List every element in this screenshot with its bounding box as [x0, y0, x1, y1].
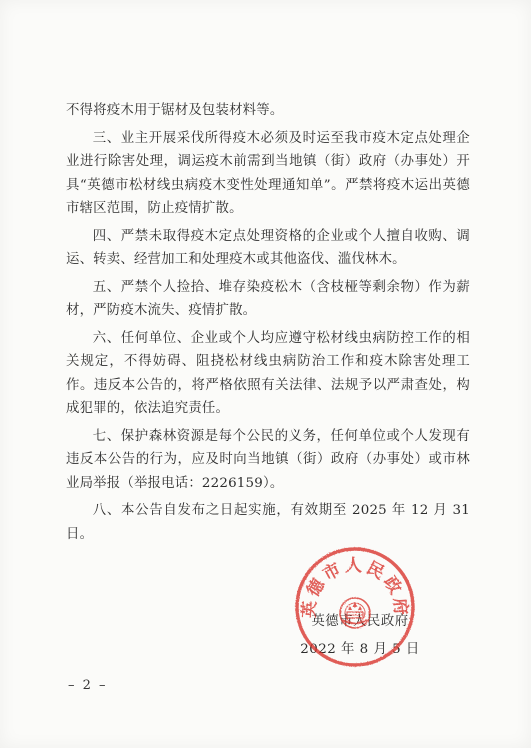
paragraph-item-8: 八、本公告自发布之日起实施，有效期至 2025 年 12 月 31 日。 — [66, 503, 470, 542]
paragraph-item-3: 三、业主开展采伐所得疫木必须及时运至我市疫木定点处理企业进行除害处理，调运疫木前需到当地镇（街）政府（办事处）开具“英德市松材线虫病疫木变性处理通知单”。严禁将疫木运出英德市辖区范围，防止疫情扩散。 — [66, 130, 470, 216]
paragraph-continuation: 不得将疫木用于锯材及包装材料等。 — [66, 103, 284, 118]
issue-date: 2022 年 8 月 5 日 — [300, 642, 420, 657]
paragraph-item-7: 七、保护森林资源是每个公民的义务，任何单位或个人发现有违反本公告的行为，应及时向当地镇（街）政府（办事处）或市林业局举报（举报电话：2226159）。 — [66, 428, 470, 491]
document-body — [66, 99, 470, 546]
issuing-organization: 英德市人民政府 — [311, 614, 409, 629]
paragraph-item-6: 六、任何单位、企业或个人均应遵守松材线虫病防控工作的相关规定，不得妨碍、阻挠松材线虫病防治工作和疫木除害处理工作。违反本公告的，将严格依照有关法律、法规予以严肃查处，构成犯罪的，依法追究责任。 — [66, 330, 470, 416]
page-number: – 2 – — [68, 678, 108, 693]
paragraph-item-4: 四、严禁未取得疫木定点处理资格的企业或个人擅自收购、调运、转卖、经营加工和处理疫木或其他盗伐、滥伐林木。 — [66, 228, 470, 267]
paragraph-item-5: 五、严禁个人捡拾、堆存染疫松木（含枝桠等剩余物）作为薪材，严防疫木流失、疫情扩散。 — [66, 279, 470, 318]
official-seal-stamp — [293, 545, 417, 669]
seal-text: 英德市人民政府 — [299, 556, 411, 619]
national-emblem-icon — [340, 598, 370, 628]
